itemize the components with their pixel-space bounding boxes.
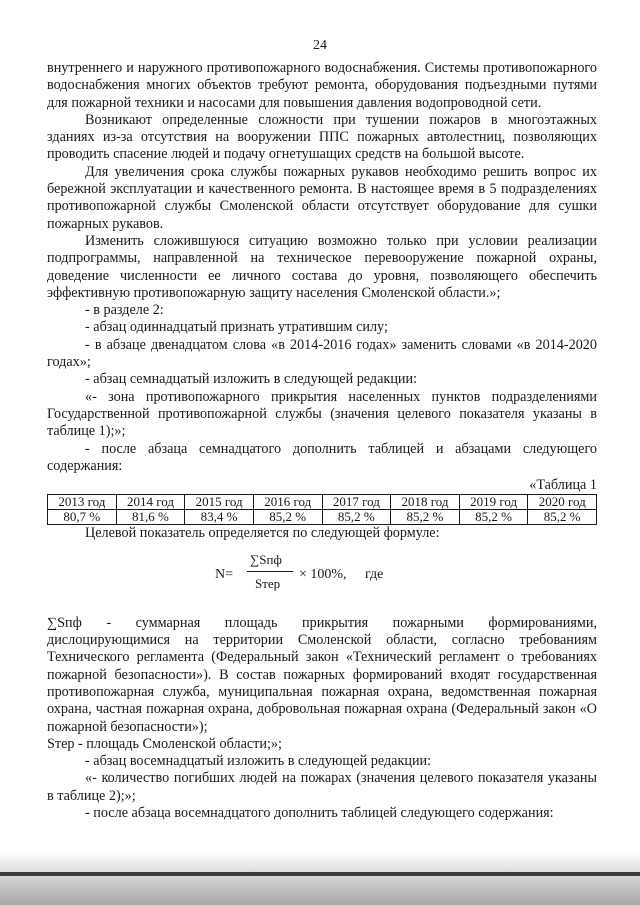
list-item: - в разделе 2: [85,302,164,319]
table-caption: «Таблица 1 [529,477,597,494]
table-cell: 85,2 % [322,510,391,525]
table-cell: 83,4 % [185,510,254,525]
list-item: - абзац восемнадцатый изложить в следующей редакции: [85,753,432,770]
table-cell: 85,2 % [528,510,597,525]
definition-paragraph: ∑Sпф - суммарная площадь прикрытия пожарными формированиями, дислоцирующимися на территории Смоленской области, согласно требованиям Технического регламента (Федеральный закон «Технический регламент о требованиях пожарной безопасности»). В состав пожарных формирований входят государственная противопожарная служба, муниципальная пожарная охрана, ведомственная пожарная охрана, частная пожарная охрана, добровольная пожарная охрана (Федеральный закон «О пожарной безопасности»); [47,614,597,735]
formula-numerator: ∑Sпф [250,551,282,567]
table-header-cell: 2020 год [528,495,597,510]
formula-multiplier: × 100%, [299,566,347,582]
table-cell: 85,2 % [253,510,322,525]
table-header-cell: 2016 год [253,495,322,510]
table-header-cell: 2018 год [391,495,460,510]
target-indicator-table [47,494,597,525]
definition-paragraph: Sтер - площадь Смоленской области;»; [47,735,282,752]
table-cell: 85,2 % [459,510,528,525]
list-item: - после абзаца семнадцатого дополнить таблицей и абзацами следующего содержания: [47,440,597,474]
table-header-cell: 2019 год [459,495,528,510]
paragraph: Изменить сложившуюся ситуацию возможно только при условии реализации подпрограммы, направленной на техническое перевооружение пожарной охраны, доведение численности ее личного состава до уровня, позволяющего обеспечить эффективную противопожарную защиту населения Смоленской области.»; [47,232,597,301]
table-header-cell: 2014 год [116,495,185,510]
paragraph: Для увеличения срока службы пожарных рукавов необходимо решить вопрос их бережной эксплуатации и качественного ремонта. В настоящее время в 5 подразделениях противопожарной службы Смоленской области отсутствует оборудование для сушки пожарных рукавов. [47,163,597,232]
scan-edge-line [0,872,640,876]
table-header-row [48,495,597,510]
paragraph: внутреннего и наружного противопожарного водоснабжения. Системы противопожарного водоснабжения многих объектов требуют ремонта, оборудования подъездными путями для пожарной техники и насосами для повышения давления водопроводной сети. [47,60,597,111]
page-number: 24 [313,38,327,53]
scan-shadow [0,852,640,905]
table-header-cell: 2017 год [322,495,391,510]
formula-where: где [365,566,384,582]
table-header-cell: 2013 год [48,495,117,510]
quoted-paragraph: «- количество погибших людей на пожарах (значения целевого показателя указаны в таблице 2);»; [47,770,597,804]
formula [47,549,597,605]
list-item: - после абзаца восемнадцатого дополнить таблицей следующего содержания: [85,804,554,821]
table-header-cell: 2015 год [185,495,254,510]
formula-denominator: Sтер [255,575,281,591]
table-cell: 80,7 % [48,510,117,525]
table-row [48,510,597,525]
formula-intro: Целевой показатель определяется по следующей формуле: [85,525,440,542]
table-cell: 81,6 % [116,510,185,525]
list-item: - абзац одиннадцатый признать утратившим силу; [85,319,388,336]
table-cell: 85,2 % [391,510,460,525]
paragraph: Возникают определенные сложности при тушении пожаров в многоэтажных зданиях из-за отсутствия на вооружении ППС пожарных автолестниц, позволяющих проводить спасение людей и подачу огнетушащих средств на большой высоте. [47,111,597,163]
document-body [47,60,597,822]
formula-lhs: N= [215,566,234,582]
list-item: - в абзаце двенадцатом слова «в 2014-2016 годах» заменить словами «в 2014-2020 годах»; [47,336,597,371]
list-item: - абзац семнадцатый изложить в следующей редакции: [85,371,418,388]
fraction-bar [247,571,293,572]
quoted-paragraph: «- зона противопожарного прикрытия населенных пунктов подразделениями Государственной противопожарной службы (значения целевого показателя указаны в таблице 1);»; [47,388,597,440]
